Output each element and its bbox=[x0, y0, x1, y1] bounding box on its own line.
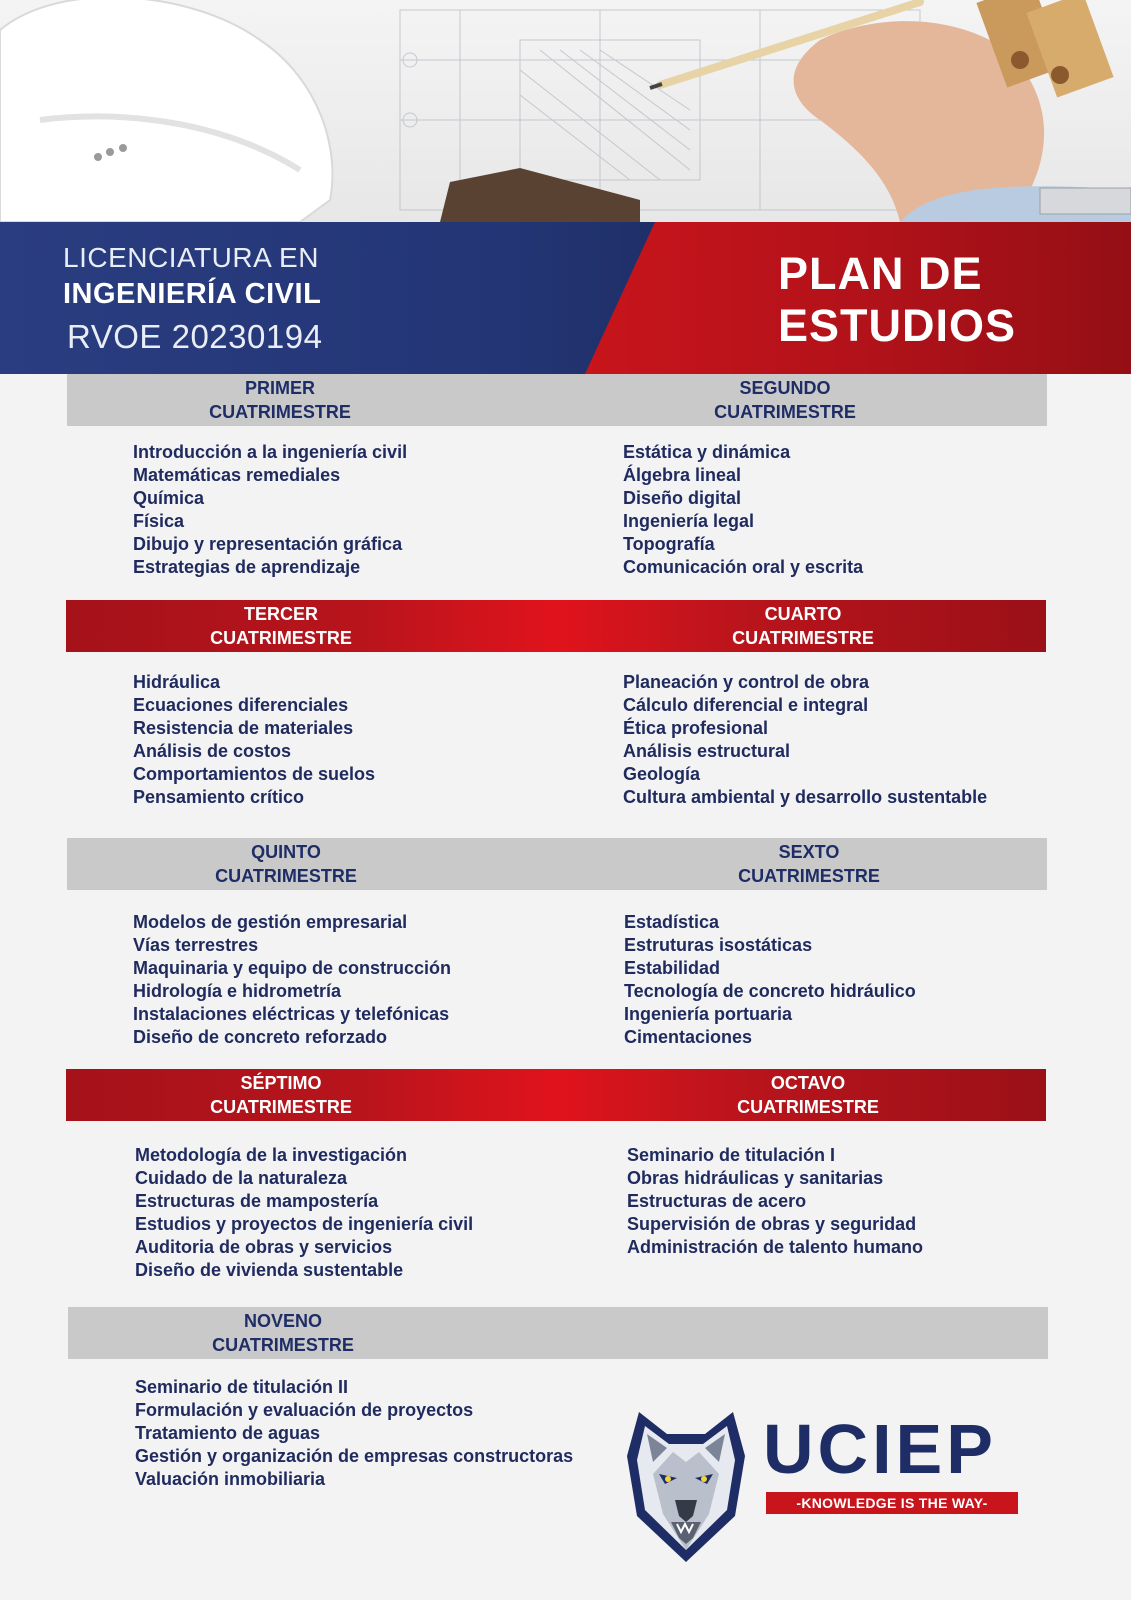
course-item: Cultura ambiental y desarrollo sustentable bbox=[623, 787, 988, 807]
course-item: Cálculo diferencial e integral bbox=[623, 695, 869, 715]
course-item: Gestión y organización de empresas constructoras bbox=[135, 1446, 574, 1466]
course-item: Auditoria de obras y servicios bbox=[135, 1237, 393, 1257]
semester-header-row-2 bbox=[66, 600, 1046, 652]
semester-title-cuarto bbox=[683, 602, 923, 650]
course-item: Resistencia de materiales bbox=[133, 718, 354, 738]
semester-title-line1: NOVENO bbox=[243, 1311, 322, 1331]
course-item: Pensamiento crítico bbox=[133, 787, 305, 807]
course-item: Maquinaria y equipo de construcción bbox=[133, 958, 452, 978]
semester-title-line2: CUATRIMESTRE bbox=[212, 1335, 354, 1355]
course-item: Ingeniería legal bbox=[623, 511, 755, 531]
course-item: Estadística bbox=[624, 912, 720, 932]
course-item: Formulación y evaluación de proyectos bbox=[135, 1400, 474, 1420]
semester-title-line1: CUARTO bbox=[764, 604, 842, 624]
course-item: Física bbox=[133, 511, 185, 531]
semester-header-row-5 bbox=[68, 1307, 1048, 1359]
course-item: Planeación y control de obra bbox=[623, 672, 870, 692]
semester-title-line2: CUATRIMESTRE bbox=[210, 628, 352, 648]
semester-header-row-3 bbox=[67, 838, 1047, 890]
semester-title-segundo bbox=[665, 376, 905, 424]
semester-header-row-1 bbox=[67, 374, 1047, 426]
course-item: Ingeniería portuaria bbox=[624, 1004, 793, 1024]
course-item: Introducción a la ingeniería civil bbox=[133, 442, 408, 462]
semester-title-line2: CUATRIMESTRE bbox=[210, 1097, 352, 1117]
hero-photo bbox=[0, 0, 1131, 222]
program-name: INGENIERÍA CIVIL bbox=[63, 278, 322, 310]
semester-title-primer bbox=[160, 376, 400, 424]
rvoe-number: RVOE 20230194 bbox=[67, 318, 323, 355]
course-item: Estructuras de mampostería bbox=[135, 1191, 379, 1211]
course-item: Matemáticas remediales bbox=[133, 465, 341, 485]
course-item: Química bbox=[133, 488, 205, 508]
semester-title-line1: QUINTO bbox=[251, 842, 321, 862]
semester-header-row-4 bbox=[66, 1069, 1046, 1121]
course-item: Comunicación oral y escrita bbox=[623, 557, 864, 577]
course-item: Estruturas isostáticas bbox=[624, 935, 813, 955]
course-item: Análisis estructural bbox=[623, 741, 791, 761]
plan-title-line1: PLAN DE bbox=[778, 248, 983, 299]
course-item: Instalaciones eléctricas y telefónicas bbox=[133, 1004, 450, 1024]
course-list-septimo bbox=[135, 1144, 473, 1282]
course-item: Ecuaciones diferenciales bbox=[133, 695, 349, 715]
course-item: Tratamiento de aguas bbox=[135, 1423, 321, 1443]
course-list-sexto bbox=[624, 911, 916, 1049]
course-item: Estática y dinámica bbox=[623, 442, 791, 462]
semester-title-line2: CUATRIMESTRE bbox=[738, 866, 880, 886]
semester-title-sexto bbox=[689, 840, 929, 888]
course-list-segundo bbox=[623, 441, 863, 579]
course-item: Comportamientos de suelos bbox=[133, 764, 376, 784]
course-item: Estabilidad bbox=[624, 958, 721, 978]
course-item: Metodología de la investigación bbox=[135, 1145, 408, 1165]
semester-title-line2: CUATRIMESTRE bbox=[732, 628, 874, 648]
course-item: Administración de talento humano bbox=[627, 1237, 924, 1257]
course-item: Diseño de vivienda sustentable bbox=[135, 1260, 404, 1280]
uciep-wordmark: UCIEP bbox=[763, 1410, 997, 1488]
course-item: Hidrología e hidrometría bbox=[133, 981, 342, 1001]
semester-title-septimo bbox=[161, 1071, 401, 1119]
course-item: Diseño de concreto reforzado bbox=[133, 1027, 388, 1047]
semester-title-line2: CUATRIMESTRE bbox=[215, 866, 357, 886]
course-item: Topografía bbox=[623, 534, 715, 554]
course-list-octavo bbox=[627, 1144, 923, 1259]
course-item: Cuidado de la naturaleza bbox=[135, 1168, 348, 1188]
plan-title bbox=[778, 248, 1016, 352]
course-item: Hidráulica bbox=[133, 672, 221, 692]
course-item: Estudios y proyectos de ingeniería civil bbox=[135, 1214, 474, 1234]
course-item: Dibujo y representación gráfica bbox=[133, 534, 403, 554]
semester-title-line2: CUATRIMESTRE bbox=[209, 402, 351, 422]
course-item: Geología bbox=[623, 764, 701, 784]
course-item: Cimentaciones bbox=[624, 1027, 753, 1047]
course-item: Estructuras de acero bbox=[627, 1191, 807, 1211]
uciep-tagline: -KNOWLEDGE IS THE WAY- bbox=[766, 1492, 1018, 1514]
semester-title-line2: CUATRIMESTRE bbox=[737, 1097, 879, 1117]
semester-title-line1: SEXTO bbox=[778, 842, 840, 862]
course-item: Ética profesional bbox=[623, 718, 769, 738]
course-list-quinto bbox=[133, 911, 451, 1049]
course-item: Vías terrestres bbox=[133, 935, 259, 955]
course-item: Diseño digital bbox=[623, 488, 742, 508]
course-item: Seminario de titulación II bbox=[135, 1377, 349, 1397]
course-item: Estrategias de aprendizaje bbox=[133, 557, 361, 577]
semester-title-line1: OCTAVO bbox=[770, 1073, 846, 1093]
semester-title-line1: SEGUNDO bbox=[739, 378, 831, 398]
course-list-primer bbox=[133, 441, 407, 579]
course-item: Valuación inmobiliaria bbox=[135, 1469, 326, 1489]
semester-title-line1: TERCER bbox=[243, 604, 318, 624]
title-banner bbox=[0, 222, 1131, 374]
course-list-noveno bbox=[135, 1376, 573, 1491]
course-item: Seminario de titulación I bbox=[627, 1145, 836, 1165]
program-label: LICENCIATURA EN bbox=[63, 242, 319, 273]
semester-title-octavo bbox=[688, 1071, 928, 1119]
course-item: Obras hidráulicas y sanitarias bbox=[627, 1168, 884, 1188]
course-list-cuarto bbox=[623, 671, 987, 809]
course-item: Álgebra lineal bbox=[623, 465, 742, 485]
semester-title-line2: CUATRIMESTRE bbox=[714, 402, 856, 422]
semester-title-tercer bbox=[161, 602, 401, 650]
semester-title-line1: PRIMER bbox=[244, 378, 315, 398]
uciep-logo bbox=[623, 1404, 1023, 1564]
course-item: Tecnología de concreto hidráulico bbox=[624, 981, 916, 1001]
semester-title-quinto bbox=[166, 840, 406, 888]
semester-title-noveno bbox=[163, 1309, 403, 1357]
semester-title-line1: SÉPTIMO bbox=[240, 1073, 322, 1093]
course-item: Supervisión de obras y seguridad bbox=[627, 1214, 917, 1234]
blueprint-illustration bbox=[0, 0, 1131, 222]
course-list-tercer bbox=[133, 671, 375, 809]
course-item: Análisis de costos bbox=[133, 741, 292, 761]
course-item: Modelos de gestión empresarial bbox=[133, 912, 408, 932]
wolf-icon bbox=[623, 1404, 749, 1564]
plan-title-line2: ESTUDIOS bbox=[778, 300, 1017, 351]
